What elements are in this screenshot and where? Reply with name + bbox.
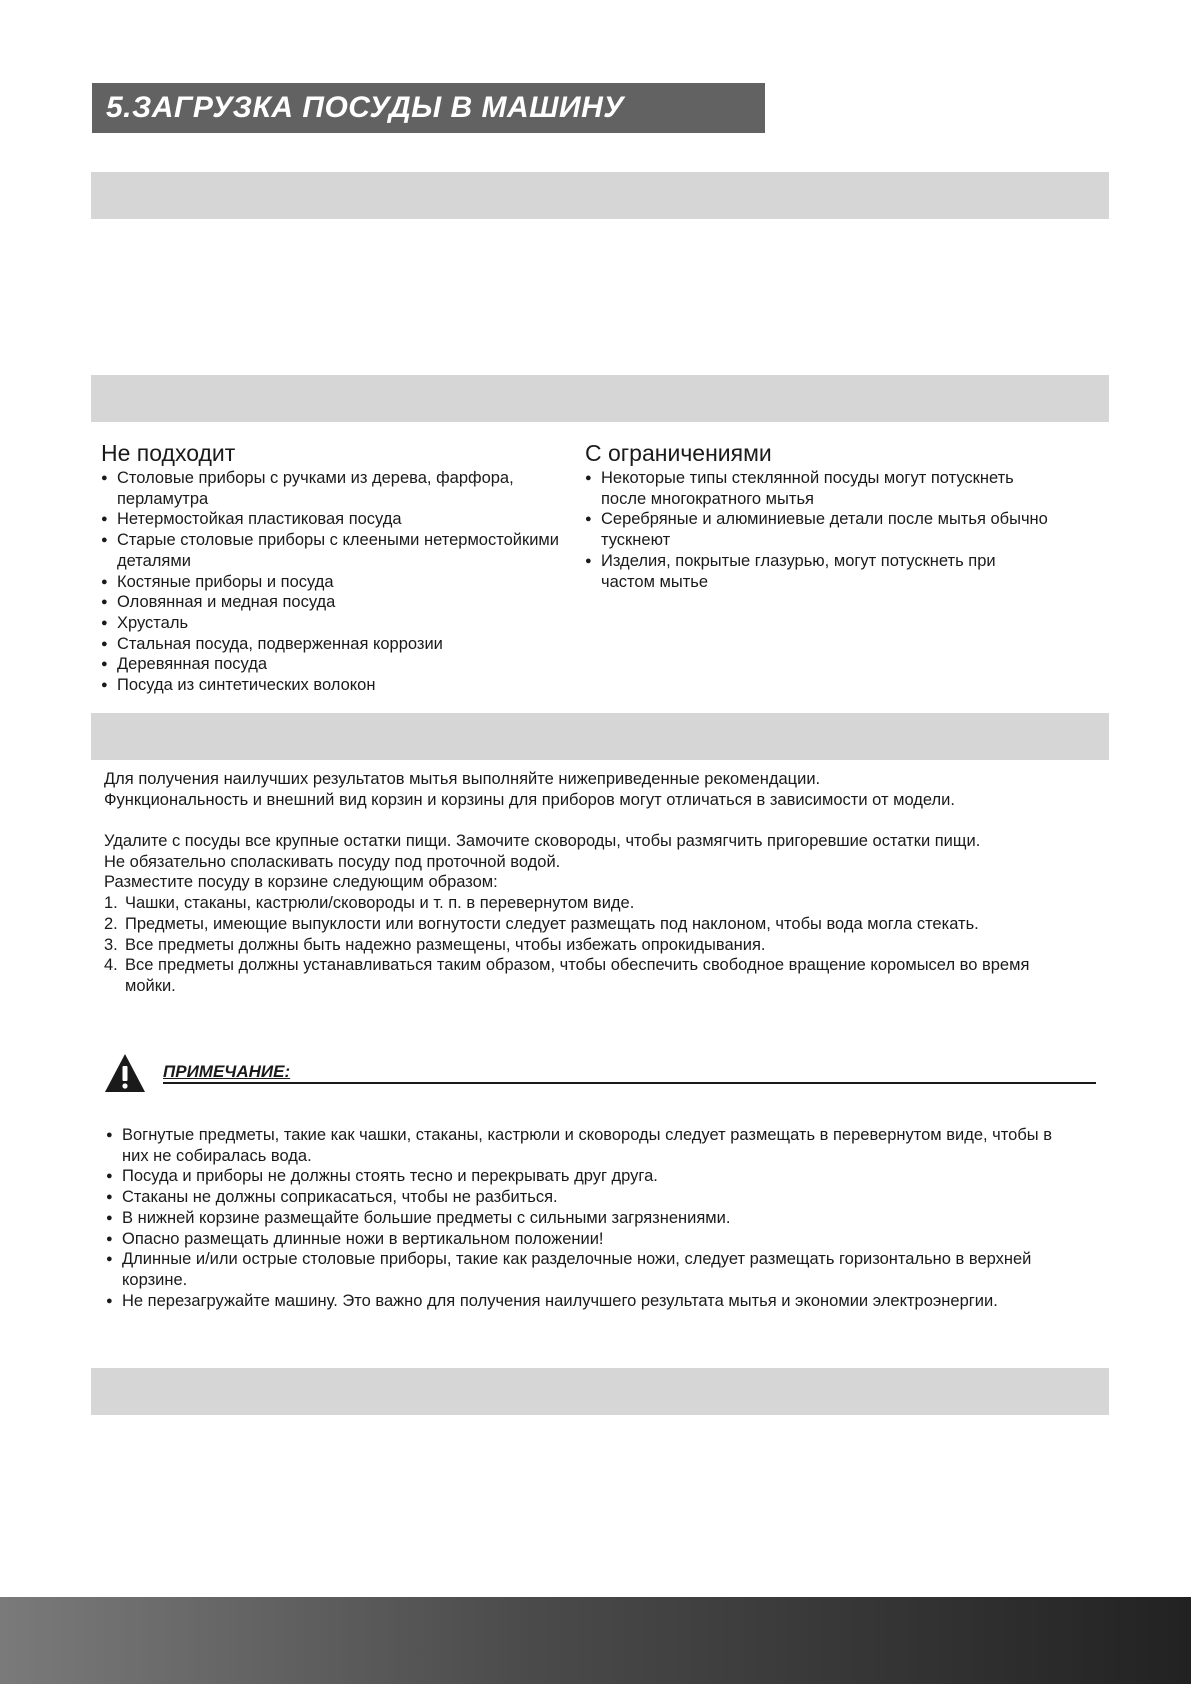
warning-triangle-icon — [104, 1053, 146, 1093]
recommendations-body — [104, 831, 1064, 997]
page-title: 5.ЗАГРУЗКА ПОСУДЫ В МАШИНУ — [92, 83, 765, 133]
note-underline — [163, 1082, 1096, 1084]
page-footer-bar — [0, 1597, 1191, 1684]
step-text: Чашки, стаканы, кастрюли/сковороды и т. п. в перевернутом виде. — [125, 894, 635, 913]
list-item: ● Нетермостойкая пластиковая посуда — [101, 509, 571, 530]
step-item — [104, 935, 1064, 956]
step-number: 3. — [104, 935, 118, 954]
list-item: ● Не перезагружайте машину. Это важно для получения наилучшего результата мытья и экономии электроэнергии. — [106, 1291, 1066, 1312]
note-body — [106, 1125, 1066, 1311]
paragraph: Не обязательно споласкивать посуду под проточной водой. — [104, 852, 561, 871]
list-item: ● Костяные приборы и посуда — [101, 572, 571, 593]
intro-line: Функциональность и внешний вид корзин и корзины для приборов могут отличаться в зависимости от модели. — [104, 790, 955, 809]
paragraph: Разместите посуду в корзине следующим образом: — [104, 873, 498, 892]
unsuitable-heading: Не подходит — [101, 440, 236, 466]
limited-column — [585, 439, 1050, 592]
step-number: 2. — [104, 914, 118, 933]
steps-list — [104, 893, 1064, 997]
list-item: ● Длинные и/или острые столовые приборы, такие как разделочные ножи, следует размещать горизонтально в верхней корзине. — [106, 1249, 1066, 1290]
list-item: ● Оловянная и медная посуда — [101, 592, 571, 613]
list-item: ● Посуда из синтетических волокон — [101, 675, 571, 696]
intro-line: Для получения наилучших результатов мытья выполняйте нижеприведенные рекомендации. — [104, 770, 821, 788]
section-band-2 — [91, 375, 1109, 422]
unsuitable-list — [101, 468, 571, 696]
recommendations-intro — [104, 769, 1064, 810]
section-band-4 — [91, 1368, 1109, 1415]
step-text: Все предметы должны быть надежно размещены, чтобы избежать опрокидывания. — [125, 935, 766, 954]
note-header — [104, 1053, 1096, 1093]
limited-list — [585, 468, 1050, 592]
section-band-3 — [91, 713, 1109, 760]
note-label: ПРИМЕЧАНИЕ: — [163, 1062, 291, 1081]
list-item: ● Изделия, покрытые глазурью, могут потускнеть при частом мытье — [585, 551, 1050, 592]
list-item: ● В нижней корзине размещайте большие предметы с сильными загрязнениями. — [106, 1208, 1066, 1229]
list-item: ● Деревянная посуда — [101, 654, 571, 675]
step-item — [104, 955, 1064, 996]
list-item: ● Старые столовые приборы с клееными нетермостойкими деталями — [101, 530, 571, 571]
section-band-1 — [91, 172, 1109, 219]
list-item: ● Посуда и приборы не должны стоять тесно и перекрывать друг друга. — [106, 1166, 1066, 1187]
list-item: ● Столовые приборы с ручками из дерева, фарфора, перламутра — [101, 468, 571, 509]
list-item: ● Вогнутые предметы, такие как чашки, стаканы, кастрюли и сковороды следует размещать в перевернутом виде, чтобы в них не собиралась вода. — [106, 1125, 1066, 1166]
list-item: ● Стальная посуда, подверженная коррозии — [101, 634, 571, 655]
step-item — [104, 914, 1064, 935]
list-item: ● Серебряные и алюминиевые детали после мытья обычно тускнеют — [585, 509, 1050, 550]
unsuitable-column — [101, 439, 571, 696]
list-item: ● Стаканы не должны соприкасаться, чтобы не разбиться. — [106, 1187, 1066, 1208]
list-item: ● Хрусталь — [101, 613, 571, 634]
step-number: 4. — [104, 956, 118, 975]
paragraph: Удалите с посуды все крупные остатки пищи. Замочите сковороды, чтобы размягчить пригоревшие остатки пищи. — [104, 832, 981, 850]
step-text: Предметы, имеющие выпуклости или вогнутости следует размещать под наклоном, чтобы вода могла стекать. — [125, 914, 979, 933]
list-item: ● Опасно размещать длинные ножи в вертикальном положении! — [106, 1229, 1066, 1250]
list-item: ● Некоторые типы стеклянной посуды могут потускнеть после многократного мытья — [585, 468, 1050, 509]
note-list — [106, 1125, 1066, 1311]
step-item — [104, 893, 1064, 914]
step-number: 1. — [104, 894, 118, 913]
limited-heading: С ограничениями — [585, 440, 772, 466]
step-text: Все предметы должны устанавливаться таким образом, чтобы обеспечить свободное вращение коромысел во время мойки. — [125, 956, 1030, 995]
